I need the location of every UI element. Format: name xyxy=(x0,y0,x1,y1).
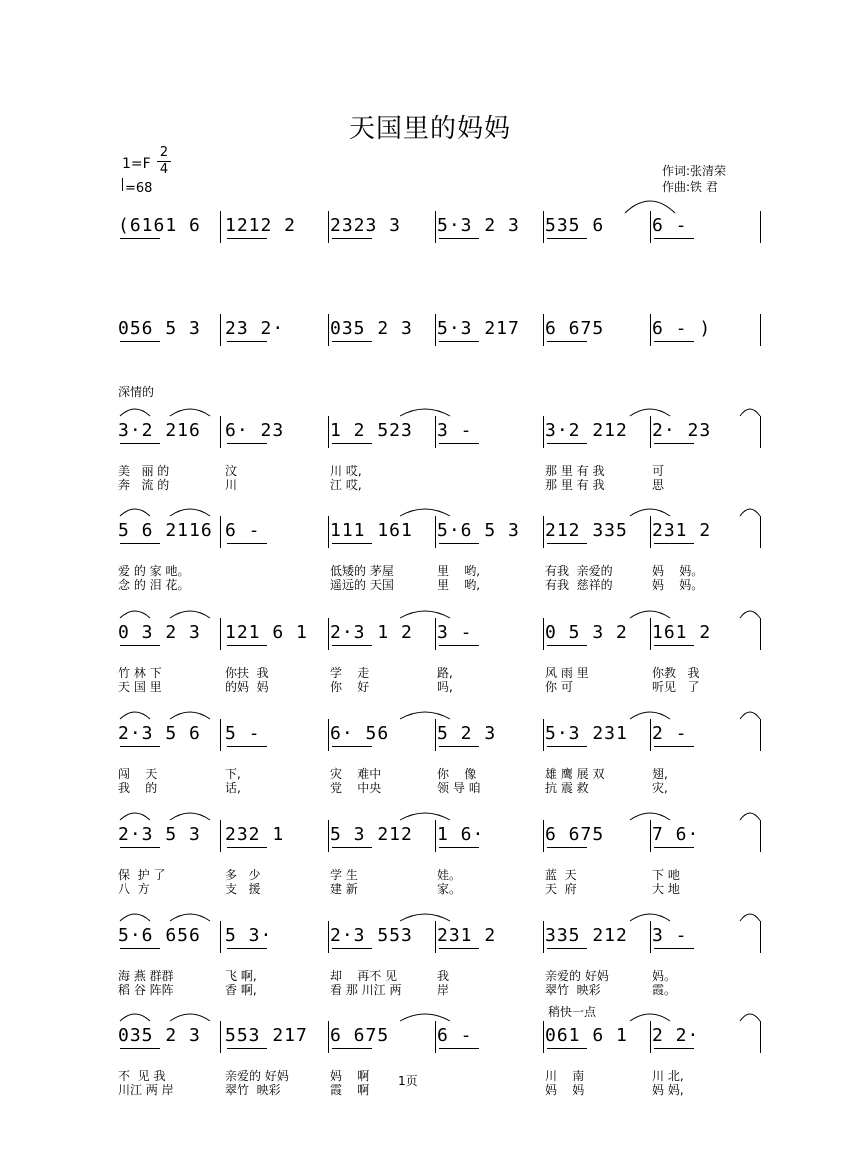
slur xyxy=(740,409,760,416)
bar-line xyxy=(328,618,329,650)
lyric-1: 我 xyxy=(437,969,450,983)
slur xyxy=(170,914,210,921)
beam-line xyxy=(547,238,587,239)
measure: 111 161 xyxy=(330,520,413,541)
bar-line xyxy=(543,314,544,346)
bar-line xyxy=(220,618,221,650)
lyric-2: 妈 妈, xyxy=(652,1083,684,1097)
lyric-2: 稻 谷 阵阵 xyxy=(118,983,174,997)
lyric-2: 领 导 咱 xyxy=(437,781,481,795)
lyric-1: 娃。 xyxy=(437,868,462,882)
slur xyxy=(400,1014,450,1021)
bar-line xyxy=(543,416,544,448)
bar-line xyxy=(435,1021,436,1053)
beam-line xyxy=(439,543,479,544)
bar-line xyxy=(435,516,436,548)
lyric-1: 却 再不 见 xyxy=(330,969,398,983)
slur xyxy=(740,914,760,921)
beam-line xyxy=(332,341,372,342)
beam-line xyxy=(439,443,479,444)
bar-line xyxy=(543,1021,544,1053)
beam-line xyxy=(654,238,694,239)
beam-line xyxy=(654,948,694,949)
beam-line xyxy=(439,1048,479,1049)
bar-line xyxy=(328,719,329,751)
slur xyxy=(170,813,210,820)
bar-line xyxy=(220,820,221,852)
measure: 035 2 3 xyxy=(330,318,413,339)
lyric-1: 爱 的 家 吔。 xyxy=(118,564,190,578)
bar-line xyxy=(328,211,329,243)
beam-line xyxy=(654,847,694,848)
lyric-1: 川 南 xyxy=(545,1069,585,1083)
page-title: 天国里的妈妈 xyxy=(348,114,511,144)
beam-line xyxy=(439,746,479,747)
beam-line xyxy=(120,341,160,342)
lyric-1: 海 燕 群群 xyxy=(118,969,174,983)
measure: 535 6 xyxy=(545,215,605,236)
slur xyxy=(740,813,760,820)
lyric-2: 家。 xyxy=(437,882,462,896)
lyric-2: 有我 慈祥的 xyxy=(545,578,613,592)
bar-line xyxy=(543,719,544,751)
bar-line xyxy=(328,314,329,346)
beam-line xyxy=(120,443,160,444)
bar-line xyxy=(435,211,436,243)
lyric-1: 翅, xyxy=(652,767,668,781)
beam-line xyxy=(547,543,587,544)
beam-line xyxy=(332,543,372,544)
bar-line xyxy=(650,719,651,751)
slur-marks xyxy=(100,703,860,723)
slur-marks xyxy=(100,1005,860,1025)
slur xyxy=(630,1014,670,1021)
lyric-1: 川 北, xyxy=(652,1069,684,1083)
measure: 1 6· xyxy=(437,824,485,845)
slur xyxy=(630,611,670,618)
time-signature-top: 2 xyxy=(159,145,169,160)
lyric-1: 学 生 xyxy=(330,868,358,882)
lyric-2: 岸 xyxy=(437,983,450,997)
measure: 6· 56 xyxy=(330,723,390,744)
time-signature-bottom: 4 xyxy=(159,162,169,177)
measure: 5·6 5 3 xyxy=(437,520,520,541)
bar-line xyxy=(760,211,761,243)
lyric-1: 川 哎, xyxy=(330,464,362,478)
beam-line xyxy=(332,746,372,747)
slur xyxy=(630,509,670,516)
beam-line xyxy=(332,645,372,646)
beam-line xyxy=(439,847,479,848)
beam-line xyxy=(120,1048,160,1049)
lyric-1: 妈。 xyxy=(652,969,677,983)
beam-line xyxy=(547,948,587,949)
lyric-1: 可 xyxy=(652,464,665,478)
bar-line xyxy=(220,416,221,448)
lyric-1: 妈 啊 xyxy=(330,1069,370,1083)
beam-line xyxy=(547,443,587,444)
slur xyxy=(170,712,210,719)
measure: 6 - ) xyxy=(652,318,712,339)
measure: 335 212 xyxy=(545,925,628,946)
beam-line xyxy=(654,1048,694,1049)
beam-line xyxy=(547,1048,587,1049)
measure: 23 2· xyxy=(225,318,285,339)
measure: 3 - xyxy=(437,622,473,643)
lyric-2: 遥远的 天国 xyxy=(330,578,394,592)
slur-marks xyxy=(100,298,860,318)
bar-line xyxy=(650,416,651,448)
bar-line xyxy=(760,618,761,650)
lyric-1: 美 丽 的 xyxy=(118,464,170,478)
slur xyxy=(740,611,760,618)
bar-line xyxy=(328,516,329,548)
composer: 作曲:铁 君 xyxy=(662,180,718,194)
measure: 2·3 1 2 xyxy=(330,622,413,643)
bar-line xyxy=(650,314,651,346)
bar-line xyxy=(760,820,761,852)
beam-line xyxy=(332,1048,372,1049)
measure: 1 2 523 xyxy=(330,420,413,441)
lyric-2: 吗, xyxy=(437,680,453,694)
quarter-note-icon xyxy=(122,178,123,191)
slur xyxy=(740,1014,760,1021)
measure: 232 1 xyxy=(225,824,285,845)
slur xyxy=(740,509,760,516)
measure: 5 6 2116 xyxy=(118,520,213,541)
measure: 6· 23 xyxy=(225,420,285,441)
beam-line xyxy=(227,341,267,342)
lyric-1: 你扶 我 xyxy=(225,666,269,680)
lyric-1: 雄 鹰 展 双 xyxy=(545,767,605,781)
measure: 2 - xyxy=(652,723,688,744)
bar-line xyxy=(760,516,761,548)
lyric-2: 抗 震 救 xyxy=(545,781,589,795)
slur xyxy=(400,712,450,719)
beam-line xyxy=(332,238,372,239)
measure: 5 3 212 xyxy=(330,824,413,845)
beam-line xyxy=(332,948,372,949)
slur xyxy=(120,712,150,719)
measure: 212 335 xyxy=(545,520,628,541)
bar-line xyxy=(220,516,221,548)
bar-line xyxy=(543,820,544,852)
beam-line xyxy=(120,847,160,848)
bar-line xyxy=(543,211,544,243)
measure: 6 675 xyxy=(330,1025,390,1046)
lyric-2: 建 新 xyxy=(330,882,358,896)
slur xyxy=(630,914,670,921)
measure: 6 675 xyxy=(545,318,605,339)
slur xyxy=(120,813,150,820)
lyric-2: 思 xyxy=(652,478,665,492)
bar-line xyxy=(650,921,651,953)
measure: 5·3 217 xyxy=(437,318,520,339)
beam-line xyxy=(439,645,479,646)
slur xyxy=(400,409,450,416)
beam-line xyxy=(547,645,587,646)
measure: 0 3 2 3 xyxy=(118,622,201,643)
lyric-1: 那 里 有 我 xyxy=(545,464,605,478)
bar-line xyxy=(760,921,761,953)
slur-marks xyxy=(100,400,860,420)
lyric-1: 蓝 天 xyxy=(545,868,577,882)
lyric-1: 路, xyxy=(437,666,453,680)
credits xyxy=(662,163,726,195)
slur xyxy=(120,611,150,618)
lyric-2: 听见 了 xyxy=(652,680,700,694)
lyric-1: 竹 林 下 xyxy=(118,666,162,680)
slur-marks xyxy=(100,500,860,520)
lyric-1: 下 吔 xyxy=(652,868,680,882)
slur xyxy=(170,509,210,516)
bar-line xyxy=(435,921,436,953)
lyric-2: 灾, xyxy=(652,781,668,795)
slur xyxy=(400,914,450,921)
lyric-1: 飞 啊, xyxy=(225,969,257,983)
beam-line xyxy=(227,645,267,646)
lyric-1: 不 见 我 xyxy=(118,1069,166,1083)
time-signature xyxy=(157,146,171,177)
measure: 5·3 2 3 xyxy=(437,215,520,236)
slur xyxy=(170,409,210,416)
lyric-2: 看 那 川江 两 xyxy=(330,983,402,997)
lyric-1: 低矮的 茅屋 xyxy=(330,564,394,578)
lyric-2: 霞。 xyxy=(652,983,677,997)
slur-marks xyxy=(100,905,860,925)
bar-line xyxy=(650,618,651,650)
lyric-2: 川江 两 岸 xyxy=(118,1083,174,1097)
lyric-2: 天 国 里 xyxy=(118,680,162,694)
lyric-1: 多 少 xyxy=(225,868,261,882)
lyric-2: 妈 妈。 xyxy=(652,578,704,592)
beam-line xyxy=(227,443,267,444)
beam-line xyxy=(439,341,479,342)
measure: 2· 23 xyxy=(652,420,712,441)
measure: 2·3 5 3 xyxy=(118,824,201,845)
slur xyxy=(625,201,675,213)
measure: 5 3· xyxy=(225,925,273,946)
bar-line xyxy=(650,211,651,243)
bar-line xyxy=(760,314,761,346)
beam-line xyxy=(120,948,160,949)
bar-line xyxy=(760,1021,761,1053)
beam-line xyxy=(120,238,160,239)
bar-line xyxy=(328,921,329,953)
beam-line xyxy=(654,341,694,342)
slur-marks xyxy=(100,804,860,824)
lyric-2: 支 援 xyxy=(225,882,261,896)
slur xyxy=(120,914,150,921)
beam-line xyxy=(547,746,587,747)
measure: 161 2 xyxy=(652,622,712,643)
measure: 121 6 1 xyxy=(225,622,308,643)
bar-line xyxy=(220,211,221,243)
bar-line xyxy=(543,921,544,953)
slur xyxy=(630,813,670,820)
measure: 2·3 5 6 xyxy=(118,723,201,744)
lyric-2: 川 xyxy=(225,478,238,492)
bar-line xyxy=(220,719,221,751)
lyric-1: 下, xyxy=(225,767,241,781)
measure: 6 - xyxy=(225,520,261,541)
bar-line xyxy=(220,921,221,953)
lyric-2: 那 里 有 我 xyxy=(545,478,605,492)
beam-line xyxy=(227,543,267,544)
lyric-2: 话, xyxy=(225,781,241,795)
measure: 035 2 3 xyxy=(118,1025,201,1046)
slur-marks xyxy=(100,195,860,215)
bar-line xyxy=(543,618,544,650)
beam-line xyxy=(439,948,479,949)
lyric-1: 学 走 xyxy=(330,666,370,680)
page-number: 1页 xyxy=(398,1074,418,1088)
slur xyxy=(400,813,450,820)
bar-line xyxy=(435,820,436,852)
bar-line xyxy=(650,1021,651,1053)
measure: 7 6· xyxy=(652,824,700,845)
measure: 6 - xyxy=(437,1025,473,1046)
expression-deep: 深情的 xyxy=(118,385,155,399)
beam-line xyxy=(120,645,160,646)
beam-line xyxy=(227,948,267,949)
slur-marks xyxy=(100,602,860,622)
measure: 5·6 656 xyxy=(118,925,201,946)
slur xyxy=(630,409,670,416)
measure: 061 6 1 xyxy=(545,1025,628,1046)
slur xyxy=(740,712,760,719)
lyric-1: 你教 我 xyxy=(652,666,700,680)
bar-line xyxy=(328,416,329,448)
measure: (6161 6 xyxy=(118,215,201,236)
beam-line xyxy=(332,443,372,444)
measure: 231 2 xyxy=(652,520,712,541)
bar-line xyxy=(328,1021,329,1053)
lyric-2: 的妈 妈 xyxy=(225,680,269,694)
beam-line xyxy=(227,746,267,747)
slur xyxy=(400,509,450,516)
tempo-value: =68 xyxy=(125,181,153,196)
lyric-2: 党 中央 xyxy=(330,781,382,795)
lyric-1: 亲爱的 好妈 xyxy=(545,969,609,983)
measure: 5 - xyxy=(225,723,261,744)
bar-line xyxy=(435,314,436,346)
lyric-1: 你 像 xyxy=(437,767,477,781)
lyric-1: 保 护 了 xyxy=(118,868,166,882)
lyric-2: 奔 流 的 xyxy=(118,478,170,492)
lyricist: 作词:张清荣 xyxy=(662,164,727,178)
slur xyxy=(170,1014,210,1021)
slur xyxy=(170,611,210,618)
bar-line xyxy=(650,820,651,852)
measure: 5·3 231 xyxy=(545,723,628,744)
lyric-1: 妈 妈。 xyxy=(652,564,704,578)
bar-line xyxy=(220,314,221,346)
lyric-2: 翠竹 映彩 xyxy=(545,983,601,997)
beam-line xyxy=(227,238,267,239)
lyric-2: 大 地 xyxy=(652,882,680,896)
beam-line xyxy=(547,847,587,848)
bar-line xyxy=(543,516,544,548)
bar-line xyxy=(435,719,436,751)
lyric-2: 我 的 xyxy=(118,781,158,795)
lyric-2: 天 府 xyxy=(545,882,577,896)
beam-line xyxy=(120,543,160,544)
lyric-2: 八 方 xyxy=(118,882,150,896)
slur xyxy=(630,712,670,719)
beam-line xyxy=(654,746,694,747)
measure: 3 - xyxy=(437,420,473,441)
measure: 231 2 xyxy=(437,925,497,946)
lyric-1: 亲爱的 好妈 xyxy=(225,1069,289,1083)
measure: 2·3 553 xyxy=(330,925,413,946)
lyric-1: 灾 难中 xyxy=(330,767,382,781)
measure: 3·2 212 xyxy=(545,420,628,441)
measure: 553 217 xyxy=(225,1025,308,1046)
beam-line xyxy=(227,1048,267,1049)
lyric-2: 妈 妈 xyxy=(545,1083,585,1097)
beam-line xyxy=(547,341,587,342)
bar-line xyxy=(650,516,651,548)
lyric-2: 里 哟, xyxy=(437,578,481,592)
beam-line xyxy=(654,443,694,444)
measure: 2323 3 xyxy=(330,215,402,236)
lyric-2: 香 啊, xyxy=(225,983,257,997)
slur xyxy=(400,611,450,618)
lyric-1: 闯 天 xyxy=(118,767,158,781)
lyric-2: 江 哎, xyxy=(330,478,362,492)
beam-line xyxy=(227,847,267,848)
measure: 5 2 3 xyxy=(437,723,497,744)
lyric-1: 风 雨 里 xyxy=(545,666,589,680)
bar-line xyxy=(328,820,329,852)
bar-line xyxy=(760,416,761,448)
tempo-marking xyxy=(122,178,152,196)
measure: 056 5 3 xyxy=(118,318,201,339)
expression-faster: 稍快一点 xyxy=(548,1005,597,1019)
beam-line xyxy=(654,543,694,544)
lyric-2: 霞 啊 xyxy=(330,1083,370,1097)
measure: 1212 2 xyxy=(225,215,297,236)
measure: 6 675 xyxy=(545,824,605,845)
slur xyxy=(120,509,150,516)
bar-line xyxy=(435,618,436,650)
measure: 0 5 3 2 xyxy=(545,622,628,643)
beam-line xyxy=(120,746,160,747)
key-signature: 1=F xyxy=(122,156,151,172)
lyric-2: 你 好 xyxy=(330,680,370,694)
bar-line xyxy=(760,719,761,751)
lyric-1: 里 哟, xyxy=(437,564,481,578)
measure: 6 - xyxy=(652,215,688,236)
lyric-2: 念 的 泪 花。 xyxy=(118,578,190,592)
lyric-2: 你 可 xyxy=(545,680,573,694)
measure: 3 - xyxy=(652,925,688,946)
lyric-1: 有我 亲爱的 xyxy=(545,564,613,578)
lyric-1: 汶 xyxy=(225,464,238,478)
bar-line xyxy=(220,1021,221,1053)
lyric-2: 翠竹 映彩 xyxy=(225,1083,281,1097)
measure: 2 2· xyxy=(652,1025,700,1046)
slur xyxy=(120,1014,150,1021)
beam-line xyxy=(332,847,372,848)
measure: 3·2 216 xyxy=(118,420,201,441)
beam-line xyxy=(654,645,694,646)
bar-line xyxy=(435,416,436,448)
slur xyxy=(120,409,150,416)
beam-line xyxy=(439,238,479,239)
